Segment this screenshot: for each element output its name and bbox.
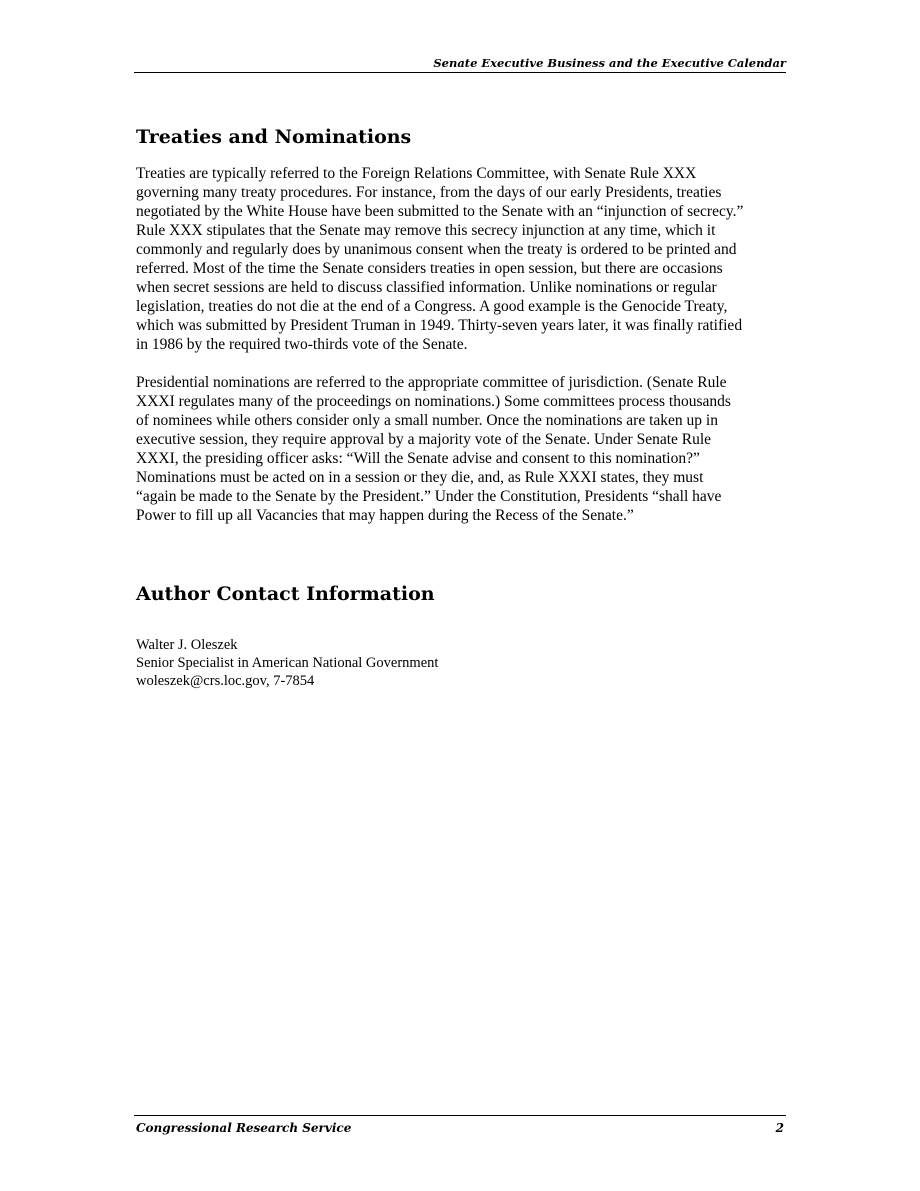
paragraph-line: commonly and regularly does by unanimous consent when the treaty is ordered to be printed and (136, 241, 737, 258)
paragraph-nominations (136, 373, 786, 525)
page-number: 2 (775, 1121, 784, 1135)
running-header: Senate Executive Business and the Executive Calendar (433, 56, 786, 70)
paragraph-line: when secret sessions are held to discuss classified information. Unlike nominations or regular (136, 279, 717, 296)
paragraph-line: legislation, treaties do not die at the end of a Congress. A good example is the Genocide Treaty, (136, 298, 728, 315)
paragraph-line: Treaties are typically referred to the Foreign Relations Committee, with Senate Rule XXX (136, 165, 697, 182)
paragraph-line: governing many treaty procedures. For instance, from the days of our early Presidents, treaties (136, 184, 722, 201)
paragraph-line: negotiated by the White House have been submitted to the Senate with an “injunction of secrecy.” (136, 203, 744, 220)
section-heading-treaties: Treaties and Nominations (136, 126, 412, 148)
paragraph-line: “again be made to the Senate by the President.” Under the Constitution, Presidents “shall have (136, 488, 722, 505)
section-heading-author-contact: Author Contact Information (136, 583, 435, 605)
author-email-phone: woleszek@crs.loc.gov, 7-7854 (136, 673, 315, 689)
author-name: Walter J. Oleszek (136, 637, 238, 653)
paragraph-line: of nominees while others consider only a small number. Once the nominations are taken up in (136, 412, 718, 429)
paragraph-line: Nominations must be acted on in a session or they die, and, as Rule XXXI states, they must (136, 469, 704, 486)
paragraph-line: Power to fill up all Vacancies that may happen during the Recess of the Senate.” (136, 507, 634, 524)
paragraph-line: XXXI regulates many of the proceedings on nominations.) Some committees process thousands (136, 393, 731, 410)
paragraph-line: referred. Most of the time the Senate considers treaties in open session, but there are occasions (136, 260, 723, 277)
paragraph-line: Rule XXX stipulates that the Senate may remove this secrecy injunction at any time, which it (136, 222, 716, 239)
author-contact-block (136, 636, 736, 690)
paragraph-line: XXXI, the presiding officer asks: “Will the Senate advise and consent to this nomination?” (136, 450, 700, 467)
paragraph-line: executive session, they require approval by a majority vote of the Senate. Under Senate Rule (136, 431, 712, 448)
author-title: Senior Specialist in American National Government (136, 655, 439, 671)
paragraph-line: which was submitted by President Truman in 1949. Thirty-seven years later, it was finally ratified (136, 317, 743, 334)
header-rule (134, 72, 786, 73)
paragraph-treaties (136, 164, 786, 354)
paragraph-line: in 1986 by the required two-thirds vote of the Senate. (136, 336, 468, 353)
footer-rule (134, 1115, 786, 1116)
paragraph-line: Presidential nominations are referred to the appropriate committee of jurisdiction. (Senate Rule (136, 374, 727, 391)
footer-organization: Congressional Research Service (136, 1121, 352, 1135)
